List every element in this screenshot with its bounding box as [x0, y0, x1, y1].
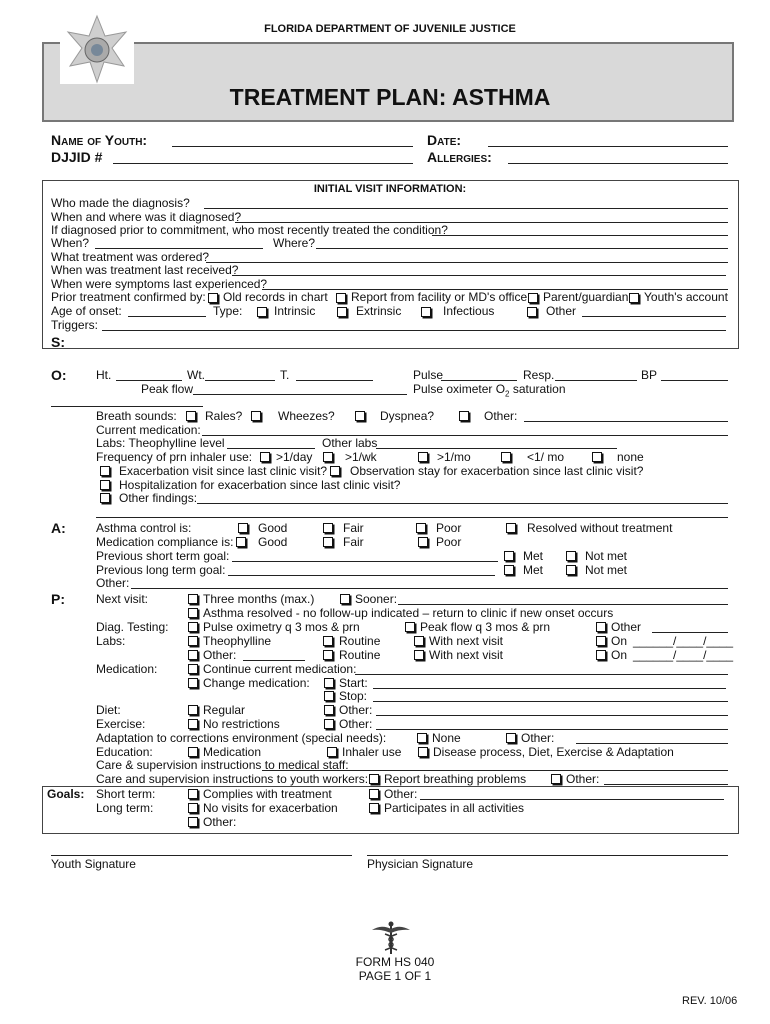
- checkbox-control-fair[interactable]: [323, 523, 333, 533]
- no-restrictions-label: No restrictions: [203, 717, 280, 731]
- pulse-ox-field[interactable]: [51, 406, 203, 407]
- long-other-label: Other:: [203, 815, 237, 829]
- triggers-field[interactable]: [102, 330, 726, 331]
- bp-label: BP: [641, 368, 658, 382]
- type-other-label: Other: [546, 304, 577, 318]
- checkbox-pulse-oximetry[interactable]: [188, 622, 198, 632]
- routine-label-1: Routine: [339, 634, 381, 648]
- checkbox-sooner[interactable]: [340, 594, 350, 604]
- control-resolved-label: Resolved without treatment: [527, 521, 673, 535]
- continue-med-field[interactable]: [355, 674, 728, 675]
- other-findings-field-2[interactable]: [96, 517, 728, 518]
- checkbox-next-visit-1[interactable]: [414, 636, 424, 646]
- physician-signature-label: Physician Signature: [367, 857, 474, 871]
- prev-long-goal-label: Previous long term goal:: [96, 563, 226, 577]
- checkbox-control-good[interactable]: [238, 523, 248, 533]
- pulse-ox-text: Pulse oximeter O: [413, 382, 506, 396]
- theophylline-plan-label: Theophylline: [203, 634, 272, 648]
- care-other-field[interactable]: [604, 784, 728, 785]
- exacerbation-visit-label: Exacerbation visit since last clinic visit?: [119, 464, 328, 478]
- other-labs-label: Other labs: [322, 436, 378, 450]
- checkbox-three-months[interactable]: [188, 594, 198, 604]
- sooner-field[interactable]: [398, 604, 728, 605]
- dyspnea-label: Dyspnea?: [380, 409, 435, 423]
- breath-other-field[interactable]: [524, 421, 728, 422]
- onset-label: Age of onset:: [51, 304, 122, 318]
- checkbox-no-visits[interactable]: [188, 803, 198, 813]
- no-visits-label: No visits for exacerbation: [203, 801, 338, 815]
- complies-label: Complies with treatment: [203, 787, 332, 801]
- allergies-field[interactable]: [508, 163, 728, 164]
- checkbox-intrinsic[interactable]: [257, 307, 267, 317]
- short-other-label: Other:: [384, 787, 418, 801]
- checkbox-breath-other[interactable]: [459, 411, 469, 421]
- short-term-label: Short term:: [96, 787, 156, 801]
- temp-field[interactable]: [296, 380, 373, 381]
- breath-sounds-label: Breath sounds:: [96, 409, 177, 423]
- checkbox-other-findings[interactable]: [100, 493, 110, 503]
- adaptation-label: Adaptation to corrections environment (special needs):: [96, 731, 387, 745]
- youth-signature-label: Youth Signature: [51, 857, 136, 871]
- allergies-label: Allergies:: [427, 149, 492, 165]
- checkbox-hospitalization[interactable]: [100, 480, 110, 490]
- checkbox-long-not-met[interactable]: [566, 565, 576, 575]
- compliance-poor-label: Poor: [436, 535, 462, 549]
- checkbox-facility-report[interactable]: [336, 293, 346, 303]
- checkbox-on-date-1[interactable]: [596, 636, 606, 646]
- checkbox-extrinsic[interactable]: [337, 307, 347, 317]
- checkbox-inhaler-use[interactable]: [327, 747, 337, 757]
- revision-date: REV. 10/06: [682, 995, 738, 1007]
- long-term-label: Long term:: [96, 801, 154, 815]
- checkbox-long-other[interactable]: [188, 817, 198, 827]
- checkbox-freq-less-month[interactable]: [501, 452, 511, 462]
- checkbox-adapt-none[interactable]: [417, 733, 427, 743]
- checkbox-rales[interactable]: [186, 411, 196, 421]
- checkbox-freq-day[interactable]: [260, 452, 270, 462]
- diag-testing-label: Diag. Testing:: [96, 620, 169, 634]
- checkbox-infectious[interactable]: [421, 307, 431, 317]
- type-other-field[interactable]: [582, 316, 726, 317]
- resp-field[interactable]: [555, 380, 637, 381]
- treatment-last-field[interactable]: [232, 275, 726, 276]
- other-labs-field[interactable]: [376, 448, 617, 449]
- triggers-label: Triggers:: [51, 318, 98, 332]
- checkbox-on-date-2[interactable]: [596, 650, 606, 660]
- when-field[interactable]: [95, 248, 263, 249]
- theophylline-field[interactable]: [227, 448, 315, 449]
- physician-signature-field[interactable]: [367, 855, 728, 856]
- section-p-label: P:: [51, 591, 65, 607]
- height-field[interactable]: [116, 380, 182, 381]
- checkbox-diet-other[interactable]: [324, 705, 334, 715]
- freq-less-month-label: <1/ mo: [527, 450, 565, 464]
- breath-other-label: Other:: [484, 409, 518, 423]
- observation-stay-label: Observation stay for exacerbation since last clinic visit?: [350, 464, 644, 478]
- checkbox-start[interactable]: [324, 678, 334, 688]
- checkbox-exercise-other[interactable]: [324, 719, 334, 729]
- checkbox-diag-other[interactable]: [596, 622, 606, 632]
- checkbox-peak-flow[interactable]: [405, 622, 415, 632]
- height-label: Ht.: [96, 368, 112, 382]
- checkbox-long-met[interactable]: [504, 565, 514, 575]
- goals-label: Goals:: [47, 787, 85, 801]
- peak-flow-label: Peak flow: [141, 382, 194, 396]
- page-title: TREATMENT PLAN: ASTHMA: [229, 84, 551, 110]
- checkbox-disease-process[interactable]: [418, 747, 428, 757]
- freq-day-label: >1/day: [276, 450, 313, 464]
- q-diagnosis-by: Who made the diagnosis?: [51, 196, 190, 210]
- hospitalization-label: Hospitalization for exacerbation since last clinic visit?: [119, 478, 401, 492]
- adapt-other-field[interactable]: [576, 743, 728, 744]
- frequency-label: Frequency of prn inhaler use:: [96, 450, 253, 464]
- prev-short-goal-field[interactable]: [232, 561, 498, 562]
- intrinsic-label: Intrinsic: [274, 304, 316, 318]
- pulse-ox-label: [413, 382, 566, 401]
- care-youth-label: Care and supervision instructions to youth workers:: [96, 772, 369, 786]
- next-visit-label-1: With next visit: [429, 634, 504, 648]
- name-field[interactable]: [172, 146, 413, 147]
- section-a-label: A:: [51, 520, 66, 536]
- q-when: When?: [51, 236, 90, 250]
- rales-label: Rales?: [205, 409, 243, 423]
- checkbox-care-other[interactable]: [551, 774, 561, 784]
- checkbox-compliance-fair[interactable]: [323, 537, 333, 547]
- next-visit-label-2: With next visit: [429, 648, 504, 662]
- diag-other-field[interactable]: [652, 632, 728, 633]
- on-label-1: On: [611, 634, 628, 648]
- date-field[interactable]: [488, 146, 728, 147]
- freq-month-label: >1/mo: [437, 450, 471, 464]
- checkbox-dyspnea[interactable]: [355, 411, 365, 421]
- name-label: Name of Youth:: [51, 132, 148, 148]
- checkbox-control-resolved[interactable]: [506, 523, 516, 533]
- q-treatment-last: When was treatment last received?: [51, 263, 239, 277]
- sooner-label: Sooner:: [355, 592, 398, 606]
- disease-process-label: Disease process, Diet, Exercise & Adaptation: [433, 745, 674, 759]
- care-other-label: Other:: [566, 772, 600, 786]
- diet-label: Diet:: [96, 703, 121, 717]
- start-field[interactable]: [373, 688, 726, 689]
- stop-field[interactable]: [373, 701, 728, 702]
- checkbox-control-poor[interactable]: [416, 523, 426, 533]
- checkbox-compliance-good[interactable]: [236, 537, 246, 547]
- continue-med-label: Continue current medication:: [203, 662, 357, 676]
- q-when-where: When and where was it diagnosed?: [51, 210, 242, 224]
- checkbox-change-med[interactable]: [188, 678, 198, 688]
- date-label: Date:: [427, 132, 462, 148]
- care-staff-field[interactable]: [262, 770, 728, 771]
- asthma-control-label: Asthma control is:: [96, 521, 192, 535]
- checkbox-asthma-resolved[interactable]: [188, 608, 198, 618]
- youth-signature-field[interactable]: [51, 855, 352, 856]
- labs-label: Labs:: [96, 634, 126, 648]
- long-not-met-label: Not met: [585, 563, 628, 577]
- change-med-label: Change medication:: [203, 676, 310, 690]
- other-findings-field[interactable]: [197, 503, 728, 504]
- checkbox-report-breathing[interactable]: [369, 774, 379, 784]
- weight-field[interactable]: [205, 380, 275, 381]
- caduceus-icon: [370, 920, 412, 956]
- care-staff-label: Care & supervision instructions to medical staff:: [96, 758, 349, 772]
- freq-week-label: >1/wk: [345, 450, 377, 464]
- checkbox-routine-1[interactable]: [323, 636, 333, 646]
- checkbox-next-visit-2[interactable]: [414, 650, 424, 660]
- section-o-label: O:: [51, 367, 67, 383]
- prior-treated-field[interactable]: [432, 235, 728, 236]
- education-label: Education:: [96, 745, 153, 759]
- bp-field[interactable]: [661, 380, 728, 381]
- treatment-ordered-field[interactable]: [206, 262, 728, 263]
- checkbox-parent[interactable]: [528, 293, 538, 303]
- ed-medication-label: Medication: [203, 745, 262, 759]
- q-prior-treated: If diagnosed prior to commitment, who most recently treated the condition?: [51, 223, 448, 237]
- pulse-label: Pulse: [413, 368, 444, 382]
- wheezes-label: Wheezes?: [278, 409, 335, 423]
- onset-field[interactable]: [128, 316, 206, 317]
- checkbox-observation-stay[interactable]: [330, 466, 340, 476]
- checkbox-exacerbation-visit[interactable]: [100, 466, 110, 476]
- inhaler-use-label: Inhaler use: [342, 745, 402, 759]
- report-breathing-label: Report breathing problems: [384, 772, 527, 786]
- checkbox-stop[interactable]: [324, 691, 334, 701]
- next-visit-label: Next visit:: [96, 592, 149, 606]
- routine-label-2: Routine: [339, 648, 381, 662]
- exercise-label: Exercise:: [96, 717, 146, 731]
- adapt-other-label: Other:: [521, 731, 555, 745]
- diagnosis-by-field[interactable]: [204, 208, 728, 209]
- labs-other-field[interactable]: [243, 660, 305, 661]
- checkbox-type-other[interactable]: [527, 307, 537, 317]
- form-number: FORM HS 040: [355, 955, 435, 969]
- diag-other-label: Other: [611, 620, 642, 634]
- other-findings-label: Other findings:: [119, 491, 198, 505]
- control-poor-label: Poor: [436, 521, 462, 535]
- q-treatment-ordered: What treatment was ordered?: [51, 250, 210, 264]
- checkbox-no-restrictions[interactable]: [188, 719, 198, 729]
- asthma-resolved-label: Asthma resolved - no follow-up indicated – return to clinic if new onset occurs: [203, 606, 614, 620]
- freq-none-label: none: [617, 450, 644, 464]
- exercise-other-field[interactable]: [376, 729, 728, 730]
- control-good-label: Good: [258, 521, 288, 535]
- current-medication-label: Current medication:: [96, 423, 201, 437]
- q-where: Where?: [273, 236, 316, 250]
- assessment-other-field[interactable]: [131, 588, 728, 589]
- theophylline-label: Labs: Theophylline level: [96, 436, 225, 450]
- facility-report-label: Report from facility or MD's office: [351, 290, 528, 304]
- prev-short-goal-label: Previous short term goal:: [96, 549, 230, 563]
- compliance-label: Medication compliance is:: [96, 535, 234, 549]
- checkbox-short-other[interactable]: [369, 789, 379, 799]
- agency-seal-logo: [60, 14, 134, 84]
- diet-other-field[interactable]: [376, 715, 728, 716]
- parent-label: Parent/guardian: [543, 290, 629, 304]
- checkbox-freq-month[interactable]: [418, 452, 428, 462]
- short-not-met-label: Not met: [585, 549, 628, 563]
- pulse-oximetry-label: Pulse oximetry q 3 mos & prn: [203, 620, 360, 634]
- long-met-label: Met: [523, 563, 544, 577]
- agency-name: FLORIDA DEPARTMENT OF JUVENILE JUSTICE: [264, 23, 516, 35]
- checkbox-compliance-poor[interactable]: [418, 537, 428, 547]
- on-date-field-2[interactable]: ______/____/____: [633, 648, 734, 662]
- exercise-other-label: Other:: [339, 717, 373, 731]
- checkbox-theophylline[interactable]: [188, 636, 198, 646]
- weight-label: Wt.: [187, 368, 205, 382]
- section-s-label: S:: [51, 334, 65, 350]
- checkbox-diet-regular[interactable]: [188, 705, 198, 715]
- type-label: Type:: [213, 304, 243, 318]
- page-number: PAGE 1 OF 1: [358, 969, 432, 983]
- current-medication-field[interactable]: [202, 435, 728, 436]
- labs-other-label: Other:: [203, 648, 237, 662]
- pulse-field[interactable]: [441, 380, 517, 381]
- checkbox-ed-medication[interactable]: [188, 747, 198, 757]
- peak-flow-field[interactable]: [193, 394, 407, 395]
- prev-long-goal-field[interactable]: [228, 575, 495, 576]
- youth-account-label: Youth's account: [644, 290, 728, 304]
- djjid-field[interactable]: [113, 163, 413, 164]
- checkbox-adapt-other[interactable]: [506, 733, 516, 743]
- temp-label: T.: [280, 368, 290, 382]
- assessment-other-label: Other:: [96, 576, 130, 590]
- djjid-label: DJJID #: [51, 149, 103, 165]
- q-symptoms-last: When were symptoms last experienced?: [51, 277, 268, 291]
- diet-regular-label: Regular: [203, 703, 246, 717]
- on-label-2: On: [611, 648, 628, 662]
- checkbox-routine-2[interactable]: [323, 650, 333, 660]
- three-months-label: Three months (max.): [203, 592, 315, 606]
- resp-label: Resp.: [523, 368, 555, 382]
- on-date-field-1[interactable]: ______/____/____: [633, 634, 734, 648]
- checkbox-short-not-met[interactable]: [566, 551, 576, 561]
- peak-flow-test-label: Peak flow q 3 mos & prn: [420, 620, 551, 634]
- start-label: Start:: [339, 676, 368, 690]
- old-records-label: Old records in chart: [223, 290, 328, 304]
- infectious-label: Infectious: [443, 304, 495, 318]
- checkbox-old-records[interactable]: [208, 293, 218, 303]
- checkbox-participates[interactable]: [369, 803, 379, 813]
- compliance-fair-label: Fair: [343, 535, 364, 549]
- checkbox-freq-none[interactable]: [592, 452, 602, 462]
- checkbox-short-met[interactable]: [504, 551, 514, 561]
- initial-visit-title: INITIAL VISIT INFORMATION:: [313, 183, 467, 195]
- confirmed-label: Prior treatment confirmed by:: [51, 290, 206, 304]
- compliance-good-label: Good: [258, 535, 288, 549]
- stop-label: Stop:: [339, 689, 368, 703]
- title-banner: [42, 42, 734, 122]
- extrinsic-label: Extrinsic: [356, 304, 402, 318]
- adapt-none-label: None: [432, 731, 461, 745]
- checkbox-freq-week[interactable]: [323, 452, 333, 462]
- checkbox-labs-other[interactable]: [188, 650, 198, 660]
- pulse-ox-text-end: saturation: [509, 382, 566, 396]
- checkbox-wheezes[interactable]: [251, 411, 261, 421]
- short-met-label: Met: [523, 549, 544, 563]
- control-fair-label: Fair: [343, 521, 364, 535]
- pulse-ox-subscript: 2: [505, 389, 510, 399]
- checkbox-continue-med[interactable]: [188, 664, 198, 674]
- where-field[interactable]: [316, 248, 728, 249]
- checkbox-complies[interactable]: [188, 789, 198, 799]
- medication-label: Medication:: [96, 662, 158, 676]
- short-other-field[interactable]: [420, 799, 724, 800]
- diet-other-label: Other:: [339, 703, 373, 717]
- participates-label: Participates in all activities: [384, 801, 525, 815]
- checkbox-youth-account[interactable]: [629, 293, 639, 303]
